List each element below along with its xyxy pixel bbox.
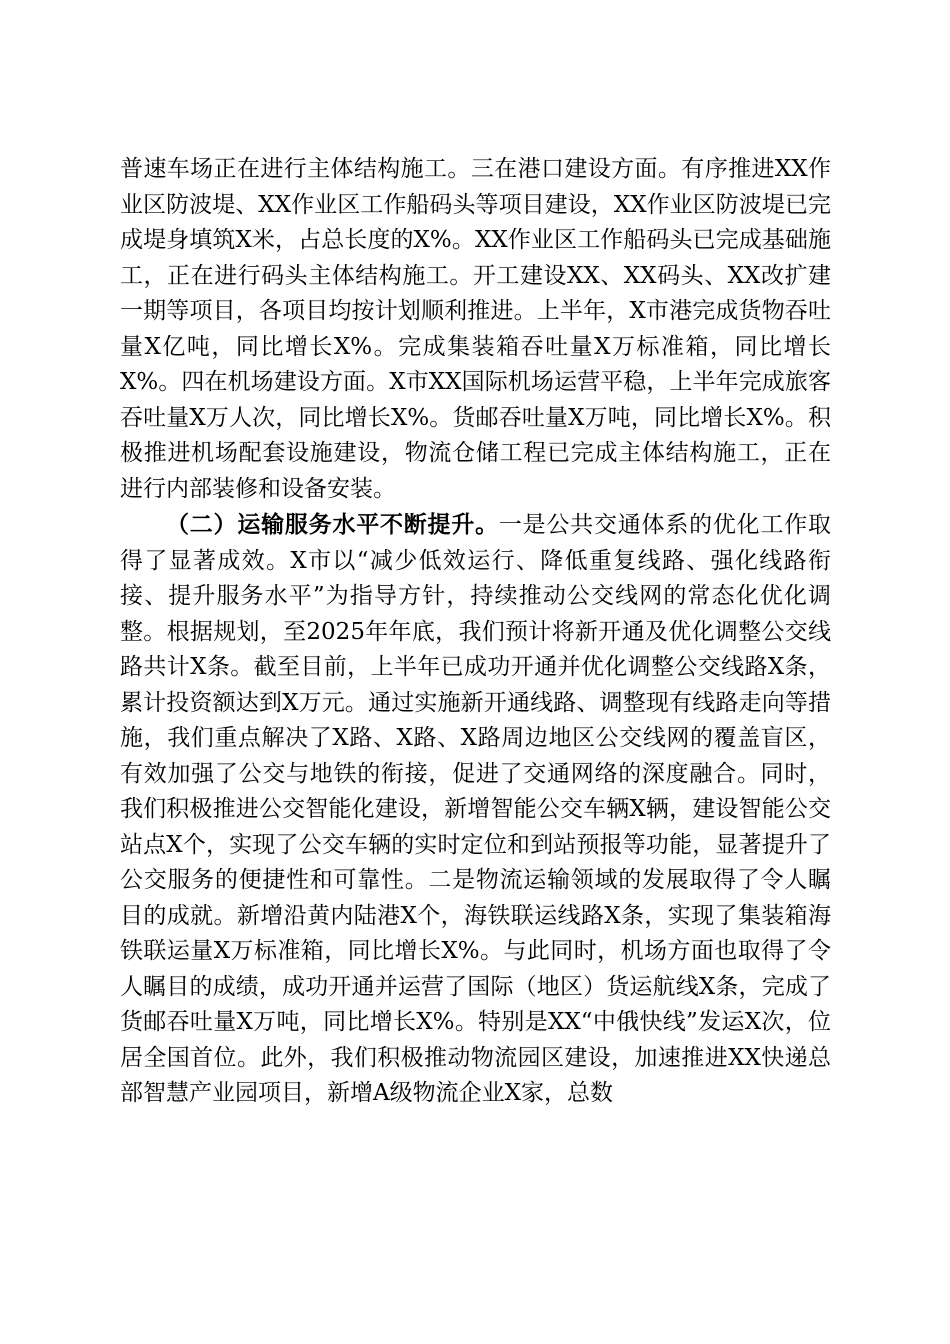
paragraph-text: 一是公共交通体系的优化工作取得了显著成效。X市以“减少低效运行、降低重复线路、强化线路衔接、提升服务水平”为指导方针，持续推动公交线网的常态化优化调整。根据规划，至2025年年底，我们预计将新开通及优化调整公交线路共计X条。截至目前，上半年已成功开通并优化调整公交线路X条，累计投资额达到X万元。通过实施新开通线路、调整现有线路走向等措施，我们重点解决了X路、X路、X路周边地区公交线网的覆盖盲区，有效加强了公交与地铁的衔接，促进了交通网络的深度融合。同时，我们积极推进公交智能化建设，新增智能公交车辆X辆，建设智能公交站点X个，实现了公交车辆的实时定位和到站预报等功能，显著提升了公交服务的便捷性和可靠性。二是物流运输领域的发展取得了令人瞩目的成就。新增沿黄内陆港X个，海铁联运线路X条，实现了集装箱海铁联运量X万标准箱，同比增长X%。与此同时，机场方面也取得了令人瞩目的成绩，成功开通并运营了国际（地区）货运航线X条，完成了货邮吞吐量X万吨，同比增长X%。特别是XX“中俄快线”发运X次，位居全国首位。此外，我们积极推动物流园区建设，加速推进XX快递总部智慧产业园项目，新增A级物流企业X家，总数 bbox=[120, 512, 832, 1106]
document-body bbox=[120, 152, 831, 1112]
paragraph-transport-service bbox=[120, 507, 831, 1112]
paragraph-text: 普速车场正在进行主体结构施工。三在港口建设方面。有序推进XX作业区防波堤、XX作业区工作船码头等项目建设，XX作业区防波堤已完成堤身填筑X米，占总长度的X%。XX作业区工作船码头已完成基础施工，正在进行码头主体结构施工。开工建设XX、XX码头、XX改扩建一期等项目，各项目均按计划顺利推进。上半年，X市港完成货物吞吐量X亿吨，同比增长X%。完成集装箱吞吐量X万标准箱，同比增长X%。四在机场建设方面。X市XX国际机场运营平稳，上半年完成旅客吞吐量X万人次，同比增长X%。货邮吞吐量X万吨，同比增长X%。积极推进机场配套设施建设，物流仓储工程已完成主体结构施工，正在进行内部装修和设备安装。 bbox=[120, 156, 831, 502]
paragraph-continuation bbox=[120, 152, 831, 507]
section-heading: （二）运输服务水平不断提升。 bbox=[166, 511, 499, 538]
